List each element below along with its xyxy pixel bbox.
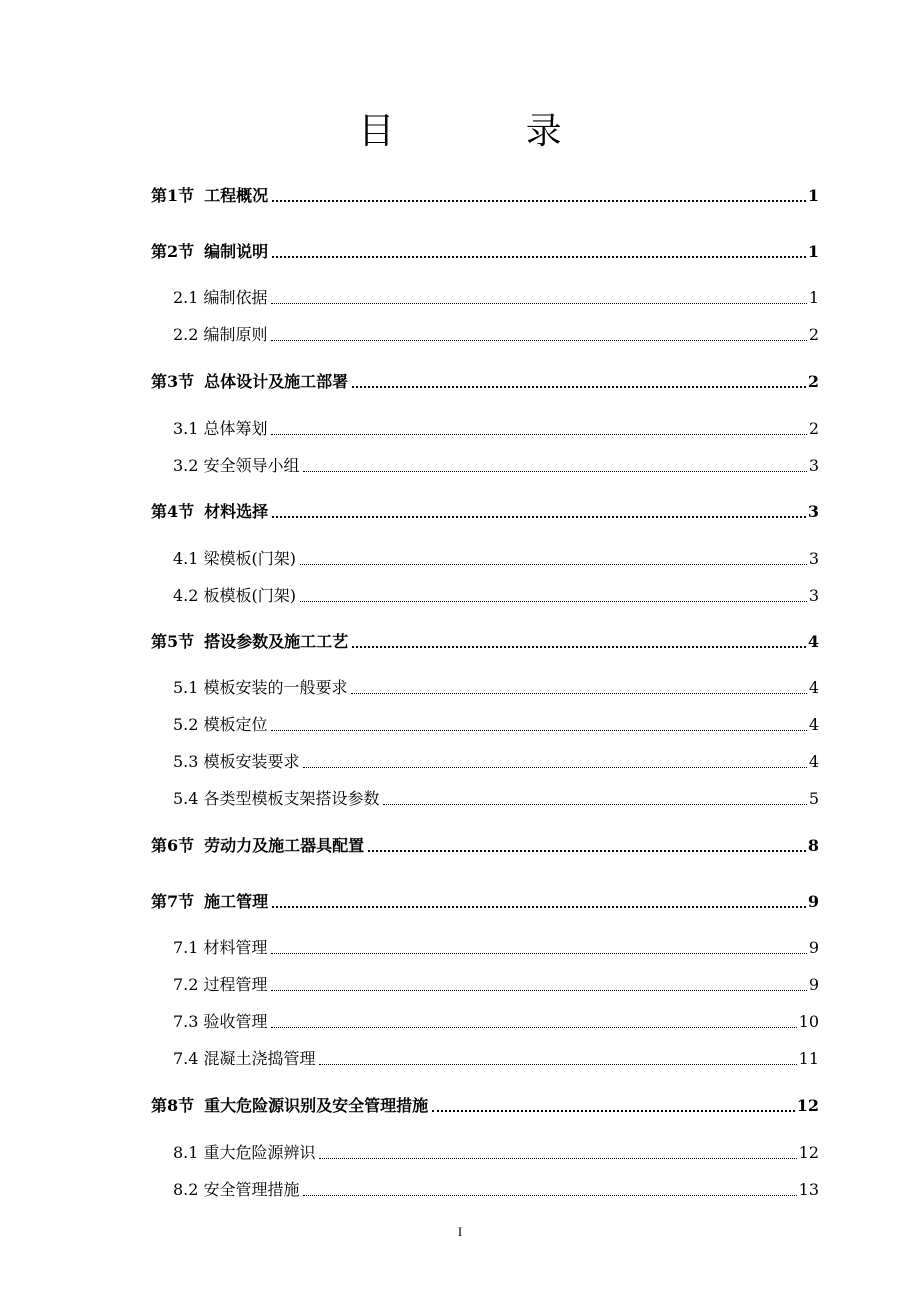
toc-entry-number: 第1节	[151, 186, 195, 205]
toc-entry-title: 混凝土浇捣管理	[203, 1049, 316, 1068]
toc-entry-page: 2	[808, 325, 819, 344]
toc-section-entry[interactable]	[151, 888, 819, 912]
dot-leader	[300, 600, 807, 602]
toc-entry-page: 11	[798, 1049, 819, 1068]
toc-entry-number: 4.1	[173, 549, 199, 568]
dot-leader	[271, 989, 806, 991]
toc-entry-number: 第8节	[151, 1096, 195, 1115]
toc-subsection-entry[interactable]	[173, 452, 819, 476]
toc-entry-number: 3.2	[173, 456, 199, 475]
toc-entry-page: 10	[798, 1012, 819, 1031]
toc-entry-title: 模板定位	[203, 715, 268, 734]
toc-subsection-entry[interactable]	[173, 1045, 819, 1069]
toc-entry-page: 1	[808, 288, 819, 307]
toc-entry-number: 第4节	[151, 502, 195, 521]
toc-entry-page: 4	[808, 678, 819, 697]
dot-leader	[352, 385, 806, 388]
toc-entry-number: 8.1	[173, 1143, 199, 1162]
toc-entry-number: 5.2	[173, 715, 199, 734]
toc-subsection-entry[interactable]	[173, 545, 819, 569]
dot-leader	[319, 1063, 796, 1065]
toc-entry-page: 4	[808, 752, 819, 771]
dot-leader	[271, 1026, 796, 1028]
toc-subsection-entry[interactable]	[173, 284, 819, 308]
toc-entry-number: 2.2	[173, 325, 199, 344]
toc-entry-number: 5.3	[173, 752, 199, 771]
toc-section-entry[interactable]	[151, 1092, 819, 1116]
toc-entry-page: 3	[808, 586, 819, 605]
page-title: 目 录	[358, 111, 622, 152]
dot-leader	[271, 952, 806, 954]
toc-entry-title: 模板安装要求	[203, 752, 300, 771]
toc-entry-title: 编制依据	[203, 288, 268, 307]
dot-leader	[300, 563, 807, 565]
toc-entry-number: 7.3	[173, 1012, 199, 1031]
toc-section-entry[interactable]	[151, 628, 819, 652]
toc-entry-page: 8	[807, 836, 819, 855]
toc-section-entry[interactable]	[151, 238, 819, 262]
toc-entry-number: 第6节	[151, 836, 195, 855]
toc-entry-title: 各类型模板支架搭设参数	[203, 789, 380, 808]
toc-entry-title: 验收管理	[203, 1012, 268, 1031]
toc-entry-title: 劳动力及施工器具配置	[204, 836, 365, 855]
toc-entry-title: 重大危险源辨识	[203, 1143, 316, 1162]
toc-entry-page: 3	[808, 456, 819, 475]
toc-subsection-entry[interactable]	[173, 582, 819, 606]
toc-entry-title: 总体设计及施工部署	[204, 372, 349, 391]
toc-entry-number: 5.4	[173, 789, 199, 808]
toc-entry-title: 搭设参数及施工工艺	[204, 632, 349, 651]
toc-section-entry[interactable]	[151, 498, 819, 522]
toc-subsection-entry[interactable]	[173, 1139, 819, 1163]
dot-leader	[319, 1157, 796, 1159]
dot-leader	[383, 803, 806, 805]
dot-leader	[351, 692, 806, 694]
toc-entry-number: 第5节	[151, 632, 195, 651]
toc-entry-page: 4	[807, 632, 819, 651]
dot-leader	[271, 339, 806, 341]
dot-leader	[303, 766, 806, 768]
toc-entry-title: 施工管理	[204, 892, 269, 911]
toc-entry-number: 7.2	[173, 975, 199, 994]
toc-section-entry[interactable]	[151, 832, 819, 856]
toc-entry-page: 1	[807, 186, 819, 205]
toc-entry-title: 工程概况	[204, 186, 269, 205]
toc-entry-page: 12	[796, 1096, 819, 1115]
toc-entry-page: 2	[807, 372, 819, 391]
toc-entry-page: 13	[798, 1180, 819, 1199]
toc-entry-page: 3	[808, 549, 819, 568]
toc-entry-number: 第3节	[151, 372, 195, 391]
toc-subsection-entry[interactable]	[173, 785, 819, 809]
toc-entry-page: 9	[808, 938, 819, 957]
toc-entry-title: 过程管理	[203, 975, 268, 994]
dot-leader	[272, 905, 806, 908]
dot-leader	[272, 255, 806, 258]
dot-leader	[271, 729, 806, 731]
toc-subsection-entry[interactable]	[173, 1176, 819, 1200]
toc-entry-page: 9	[807, 892, 819, 911]
dot-leader	[303, 470, 806, 472]
dot-leader	[352, 645, 806, 648]
toc-subsection-entry[interactable]	[173, 1008, 819, 1032]
dot-leader	[303, 1194, 796, 1196]
dot-leader	[271, 433, 806, 435]
toc-subsection-entry[interactable]	[173, 711, 819, 735]
toc-entry-number: 第2节	[151, 242, 195, 261]
dot-leader	[432, 1109, 795, 1112]
toc-entry-number: 7.4	[173, 1049, 199, 1068]
toc-section-entry[interactable]	[151, 182, 819, 206]
toc-entry-title: 梁模板(门架)	[203, 549, 296, 568]
toc-entry-number: 7.1	[173, 938, 199, 957]
toc-section-entry[interactable]	[151, 368, 819, 392]
toc-subsection-entry[interactable]	[173, 415, 819, 439]
toc-subsection-entry[interactable]	[173, 934, 819, 958]
toc-entry-title: 模板安装的一般要求	[203, 678, 348, 697]
toc-entry-page: 3	[807, 502, 819, 521]
toc-entry-title: 总体筹划	[203, 419, 268, 438]
toc-entry-number: 8.2	[173, 1180, 199, 1199]
page-number-footer: I	[457, 1224, 463, 1239]
toc-entry-page: 5	[808, 789, 819, 808]
toc-entry-number: 3.1	[173, 419, 199, 438]
toc-entry-title: 板模板(门架)	[203, 586, 296, 605]
toc-subsection-entry[interactable]	[173, 321, 819, 345]
toc-entry-title: 重大危险源识别及安全管理措施	[204, 1096, 429, 1115]
toc-subsection-entry[interactable]	[173, 971, 819, 995]
toc-subsection-entry[interactable]	[173, 748, 819, 772]
toc-entry-number: 4.2	[173, 586, 199, 605]
toc-entry-number: 2.1	[173, 288, 199, 307]
toc-entry-page: 4	[808, 715, 819, 734]
dot-leader	[272, 199, 806, 202]
toc-entry-number: 第7节	[151, 892, 195, 911]
toc-entry-title: 材料选择	[204, 502, 269, 521]
toc-entry-page: 9	[808, 975, 819, 994]
toc-entry-page: 12	[798, 1143, 819, 1162]
toc-entry-page: 1	[807, 242, 819, 261]
toc-entry-title: 编制说明	[204, 242, 269, 261]
toc-entry-title: 安全领导小组	[203, 456, 300, 475]
dot-leader	[272, 515, 806, 518]
toc-entry-page: 2	[808, 419, 819, 438]
toc-entry-title: 材料管理	[203, 938, 268, 957]
toc-entry-number: 5.1	[173, 678, 199, 697]
toc-subsection-entry[interactable]	[173, 674, 819, 698]
toc-entry-title: 安全管理措施	[203, 1180, 300, 1199]
dot-leader	[271, 302, 806, 304]
toc-entry-title: 编制原则	[203, 325, 268, 344]
dot-leader	[368, 849, 806, 852]
